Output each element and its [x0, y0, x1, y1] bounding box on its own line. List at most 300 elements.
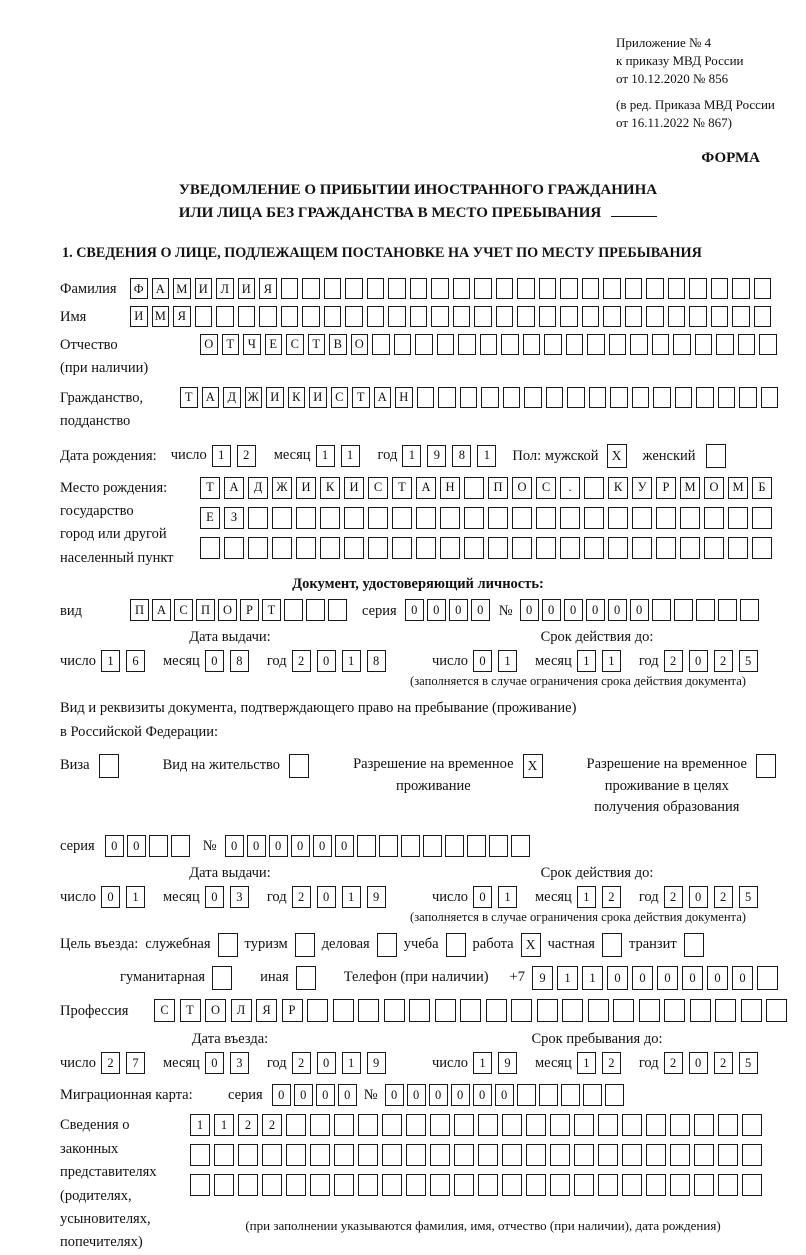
char-cell[interactable]: 0	[564, 599, 583, 621]
char-cell[interactable]: 1	[498, 886, 517, 908]
char-cell[interactable]: Ж	[272, 477, 292, 499]
char-cell[interactable]: 0	[630, 599, 649, 621]
date-year-cells[interactable]	[664, 650, 764, 672]
char-cell[interactable]	[756, 754, 776, 778]
char-cell[interactable]	[622, 1174, 642, 1196]
char-cell[interactable]	[212, 966, 232, 990]
char-cell[interactable]	[694, 1114, 714, 1136]
char-cell[interactable]	[214, 1144, 234, 1166]
char-cell[interactable]: 0	[317, 650, 336, 672]
char-cell[interactable]	[598, 1174, 618, 1196]
char-cell[interactable]	[536, 507, 556, 529]
phone-cells[interactable]	[532, 966, 782, 990]
char-cell[interactable]: Я	[173, 306, 191, 327]
char-cell[interactable]	[416, 507, 436, 529]
char-cell[interactable]	[454, 1144, 474, 1166]
char-cell[interactable]	[286, 1114, 306, 1136]
char-cell[interactable]	[632, 537, 652, 559]
date-day-cells[interactable]	[212, 445, 262, 467]
char-cell[interactable]	[320, 507, 340, 529]
char-cell[interactable]: 1	[582, 966, 603, 990]
char-cell[interactable]	[728, 507, 748, 529]
char-cell[interactable]	[524, 387, 542, 408]
char-cell[interactable]	[632, 507, 652, 529]
char-cell[interactable]	[740, 599, 759, 621]
char-cell[interactable]	[382, 1174, 402, 1196]
char-cell[interactable]	[238, 1144, 258, 1166]
char-cell[interactable]: 0	[405, 599, 424, 621]
char-cell[interactable]: 9	[532, 966, 553, 990]
char-cell[interactable]	[248, 507, 268, 529]
char-cell[interactable]	[190, 1144, 210, 1166]
char-cell[interactable]	[754, 278, 772, 299]
char-cell[interactable]: 5	[739, 1052, 758, 1074]
char-cell[interactable]	[503, 387, 521, 408]
char-cell[interactable]: О	[351, 334, 369, 355]
char-cell[interactable]	[684, 933, 704, 957]
char-cell[interactable]: 0	[471, 599, 490, 621]
char-cell[interactable]	[481, 387, 499, 408]
char-cell[interactable]: Е	[200, 507, 220, 529]
char-cell[interactable]: 0	[316, 1084, 335, 1106]
char-cell[interactable]	[334, 1114, 354, 1136]
char-cell[interactable]: 1	[498, 650, 517, 672]
char-cell[interactable]	[310, 1114, 330, 1136]
char-cell[interactable]	[539, 306, 557, 327]
migration-card-series-cells[interactable]	[272, 1084, 360, 1106]
char-cell[interactable]	[358, 999, 379, 1022]
char-cell[interactable]: 0	[689, 650, 708, 672]
date-year-cells[interactable]	[292, 886, 392, 908]
char-cell[interactable]	[689, 306, 707, 327]
char-cell[interactable]: 0	[291, 835, 310, 857]
char-cell[interactable]: С	[174, 599, 193, 621]
char-cell[interactable]	[567, 387, 585, 408]
char-cell[interactable]	[281, 278, 299, 299]
char-cell[interactable]	[656, 507, 676, 529]
char-cell[interactable]: 2	[262, 1114, 282, 1136]
char-cell[interactable]	[496, 306, 514, 327]
date-day-cells[interactable]	[473, 1052, 523, 1074]
char-cell[interactable]	[328, 599, 347, 621]
char-cell[interactable]: 0	[385, 1084, 404, 1106]
char-cell[interactable]	[394, 334, 412, 355]
char-cell[interactable]	[512, 537, 532, 559]
identity-expiry-date-group[interactable]	[432, 650, 764, 672]
char-cell[interactable]: 1	[190, 1114, 210, 1136]
char-cell[interactable]	[358, 1144, 378, 1166]
char-cell[interactable]	[583, 1084, 602, 1106]
char-cell[interactable]: 2	[237, 445, 256, 467]
char-cell[interactable]	[453, 278, 471, 299]
char-cell[interactable]: С	[536, 477, 556, 499]
char-cell[interactable]: Т	[308, 334, 326, 355]
char-cell[interactable]	[560, 278, 578, 299]
char-cell[interactable]: А	[152, 599, 171, 621]
char-cell[interactable]	[574, 1144, 594, 1166]
char-cell[interactable]	[438, 387, 456, 408]
char-cell[interactable]	[440, 507, 460, 529]
char-cell[interactable]: 1	[557, 966, 578, 990]
char-cell[interactable]	[460, 999, 481, 1022]
char-cell[interactable]	[694, 1174, 714, 1196]
char-cell[interactable]: 1	[477, 445, 496, 467]
representatives-row3-cells[interactable]	[190, 1174, 766, 1196]
char-cell[interactable]: М	[680, 477, 700, 499]
char-cell[interactable]	[561, 1084, 580, 1106]
char-cell[interactable]	[478, 1114, 498, 1136]
char-cell[interactable]	[502, 1144, 522, 1166]
char-cell[interactable]: И	[344, 477, 364, 499]
char-cell[interactable]: 0	[682, 966, 703, 990]
char-cell[interactable]	[409, 999, 430, 1022]
identity-doc-number-cells[interactable]	[520, 599, 762, 621]
char-cell[interactable]	[653, 387, 671, 408]
char-cell[interactable]	[608, 507, 628, 529]
char-cell[interactable]	[696, 387, 714, 408]
char-cell[interactable]	[550, 1114, 570, 1136]
char-cell[interactable]: Т	[222, 334, 240, 355]
char-cell[interactable]	[742, 1114, 762, 1136]
char-cell[interactable]: 0	[205, 1052, 224, 1074]
char-cell[interactable]: Т	[200, 477, 220, 499]
char-cell[interactable]	[190, 1174, 210, 1196]
char-cell[interactable]	[488, 507, 508, 529]
char-cell[interactable]: С	[154, 999, 175, 1022]
char-cell[interactable]	[587, 334, 605, 355]
char-cell[interactable]	[550, 1144, 570, 1166]
char-cell[interactable]	[272, 537, 292, 559]
char-cell[interactable]	[431, 306, 449, 327]
char-cell[interactable]: 0	[335, 835, 354, 857]
char-cell[interactable]: 1	[577, 1052, 596, 1074]
char-cell[interactable]: 1	[341, 445, 360, 467]
char-cell[interactable]	[379, 835, 398, 857]
char-cell[interactable]	[367, 306, 385, 327]
char-cell[interactable]	[445, 835, 464, 857]
representatives-row1-cells[interactable]	[190, 1114, 766, 1136]
char-cell[interactable]: 2	[101, 1052, 120, 1074]
char-cell[interactable]: К	[608, 477, 628, 499]
char-cell[interactable]	[739, 387, 757, 408]
char-cell[interactable]	[622, 1144, 642, 1166]
char-cell[interactable]: 2	[664, 886, 683, 908]
char-cell[interactable]	[501, 334, 519, 355]
char-cell[interactable]: 0	[542, 599, 561, 621]
char-cell[interactable]: 0	[586, 599, 605, 621]
char-cell[interactable]	[478, 1144, 498, 1166]
char-cell[interactable]	[742, 1174, 762, 1196]
char-cell[interactable]: Е	[265, 334, 283, 355]
char-cell[interactable]: 0	[427, 599, 446, 621]
char-cell[interactable]: 0	[473, 650, 492, 672]
char-cell[interactable]	[344, 507, 364, 529]
char-cell[interactable]: И	[296, 477, 316, 499]
char-cell[interactable]	[630, 334, 648, 355]
char-cell[interactable]	[696, 599, 715, 621]
char-cell[interactable]: П	[196, 599, 215, 621]
char-cell[interactable]: 2	[602, 886, 621, 908]
char-cell[interactable]: 0	[407, 1084, 426, 1106]
char-cell[interactable]: 9	[498, 1052, 517, 1074]
char-cell[interactable]	[566, 334, 584, 355]
char-cell[interactable]	[609, 334, 627, 355]
char-cell[interactable]: Н	[440, 477, 460, 499]
char-cell[interactable]: Т	[180, 999, 201, 1022]
char-cell[interactable]: 0	[269, 835, 288, 857]
char-cell[interactable]	[625, 306, 643, 327]
char-cell[interactable]: Б	[752, 477, 772, 499]
char-cell[interactable]	[416, 537, 436, 559]
char-cell[interactable]	[673, 334, 691, 355]
char-cell[interactable]	[652, 334, 670, 355]
char-cell[interactable]	[458, 334, 476, 355]
char-cell[interactable]: И	[266, 387, 284, 408]
char-cell[interactable]	[464, 477, 484, 499]
char-cell[interactable]	[550, 1174, 570, 1196]
char-cell[interactable]	[668, 306, 686, 327]
char-cell[interactable]	[695, 334, 713, 355]
birth-date-group[interactable]	[171, 445, 503, 467]
char-cell[interactable]	[430, 1174, 450, 1196]
char-cell[interactable]: З	[224, 507, 244, 529]
char-cell[interactable]	[656, 537, 676, 559]
char-cell[interactable]	[368, 537, 388, 559]
char-cell[interactable]	[754, 306, 772, 327]
char-cell[interactable]	[388, 306, 406, 327]
date-month-cells[interactable]	[577, 1052, 627, 1074]
date-day-cells[interactable]	[473, 886, 523, 908]
char-cell[interactable]: 0	[732, 966, 753, 990]
char-cell[interactable]: 9	[427, 445, 446, 467]
char-cell[interactable]: Т	[392, 477, 412, 499]
char-cell[interactable]	[392, 537, 412, 559]
char-cell[interactable]: И	[309, 387, 327, 408]
char-cell[interactable]	[382, 1114, 402, 1136]
char-cell[interactable]: 0	[429, 1084, 448, 1106]
char-cell[interactable]	[248, 537, 268, 559]
edu-residence-permit-checkbox[interactable]	[756, 754, 776, 778]
char-cell[interactable]: С	[286, 334, 304, 355]
char-cell[interactable]: М	[728, 477, 748, 499]
char-cell[interactable]	[664, 999, 685, 1022]
date-day-cells[interactable]	[473, 650, 523, 672]
char-cell[interactable]: А	[202, 387, 220, 408]
char-cell[interactable]	[732, 278, 750, 299]
date-day-cells[interactable]	[101, 1052, 151, 1074]
char-cell[interactable]	[588, 999, 609, 1022]
char-cell[interactable]	[718, 387, 736, 408]
char-cell[interactable]: 0	[449, 599, 468, 621]
char-cell[interactable]: 0	[689, 886, 708, 908]
char-cell[interactable]	[670, 1114, 690, 1136]
residence-doc-number-cells[interactable]	[225, 835, 533, 857]
char-cell[interactable]: 0	[317, 1052, 336, 1074]
char-cell[interactable]: 5	[739, 886, 758, 908]
char-cell[interactable]: 0	[101, 886, 120, 908]
char-cell[interactable]: 0	[473, 1084, 492, 1106]
char-cell[interactable]	[752, 507, 772, 529]
purpose-work-checkbox[interactable]	[521, 933, 541, 957]
char-cell[interactable]: 1	[214, 1114, 234, 1136]
char-cell[interactable]	[446, 933, 466, 957]
char-cell[interactable]	[435, 999, 456, 1022]
char-cell[interactable]: 0	[495, 1084, 514, 1106]
char-cell[interactable]: А	[224, 477, 244, 499]
char-cell[interactable]: 0	[473, 886, 492, 908]
char-cell[interactable]	[372, 334, 390, 355]
char-cell[interactable]	[453, 306, 471, 327]
char-cell[interactable]: 1	[473, 1052, 492, 1074]
char-cell[interactable]	[307, 999, 328, 1022]
char-cell[interactable]	[512, 507, 532, 529]
char-cell[interactable]	[460, 387, 478, 408]
char-cell[interactable]	[334, 1144, 354, 1166]
char-cell[interactable]	[670, 1174, 690, 1196]
char-cell[interactable]: 8	[452, 445, 471, 467]
date-month-cells[interactable]	[205, 886, 255, 908]
char-cell[interactable]: 3	[230, 1052, 249, 1074]
char-cell[interactable]	[711, 306, 729, 327]
char-cell[interactable]	[296, 966, 316, 990]
char-cell[interactable]	[406, 1114, 426, 1136]
citizenship-cells[interactable]	[180, 387, 782, 408]
char-cell[interactable]	[742, 1144, 762, 1166]
sex-male-checkbox[interactable]	[607, 444, 627, 468]
char-cell[interactable]	[467, 835, 486, 857]
char-cell[interactable]	[259, 306, 277, 327]
char-cell[interactable]: 1	[342, 886, 361, 908]
residence-doc-series-cells[interactable]	[105, 835, 193, 857]
char-cell[interactable]	[610, 387, 628, 408]
char-cell[interactable]: 8	[230, 650, 249, 672]
date-year-cells[interactable]	[292, 650, 392, 672]
char-cell[interactable]	[689, 278, 707, 299]
char-cell[interactable]: Л	[216, 278, 234, 299]
date-year-cells[interactable]	[402, 445, 502, 467]
char-cell[interactable]: 0	[272, 1084, 291, 1106]
birth-place-row2-cells[interactable]	[200, 507, 776, 529]
char-cell[interactable]	[608, 537, 628, 559]
char-cell[interactable]	[388, 278, 406, 299]
date-month-cells[interactable]	[577, 886, 627, 908]
char-cell[interactable]	[406, 1174, 426, 1196]
char-cell[interactable]	[674, 599, 693, 621]
char-cell[interactable]	[646, 306, 664, 327]
char-cell[interactable]: 2	[238, 1114, 258, 1136]
char-cell[interactable]	[718, 1174, 738, 1196]
char-cell[interactable]	[622, 1114, 642, 1136]
char-cell[interactable]: X	[521, 933, 541, 957]
char-cell[interactable]: А	[416, 477, 436, 499]
char-cell[interactable]: И	[238, 278, 256, 299]
stay-until-date-group[interactable]	[432, 1052, 764, 1074]
char-cell[interactable]	[718, 1114, 738, 1136]
char-cell[interactable]	[625, 278, 643, 299]
char-cell[interactable]: 0	[608, 599, 627, 621]
char-cell[interactable]	[272, 507, 292, 529]
char-cell[interactable]	[632, 387, 650, 408]
char-cell[interactable]	[464, 537, 484, 559]
char-cell[interactable]: 1	[126, 886, 145, 908]
char-cell[interactable]	[646, 1114, 666, 1136]
char-cell[interactable]	[574, 1114, 594, 1136]
char-cell[interactable]	[306, 599, 325, 621]
residence-expiry-date-group[interactable]	[432, 886, 764, 908]
char-cell[interactable]: 1	[402, 445, 421, 467]
char-cell[interactable]	[368, 507, 388, 529]
char-cell[interactable]: 2	[714, 650, 733, 672]
char-cell[interactable]	[149, 835, 168, 857]
identity-issue-date-group[interactable]	[60, 650, 392, 672]
char-cell[interactable]: 0	[520, 599, 539, 621]
char-cell[interactable]	[99, 754, 119, 778]
char-cell[interactable]	[415, 334, 433, 355]
char-cell[interactable]	[589, 387, 607, 408]
char-cell[interactable]	[478, 1174, 498, 1196]
char-cell[interactable]	[526, 1174, 546, 1196]
char-cell[interactable]	[584, 537, 604, 559]
date-day-cells[interactable]	[101, 650, 151, 672]
purpose-commercial-checkbox[interactable]	[377, 933, 397, 957]
patronymic-cells[interactable]	[200, 334, 781, 355]
profession-cells[interactable]	[154, 999, 792, 1022]
char-cell[interactable]	[392, 507, 412, 529]
char-cell[interactable]	[711, 278, 729, 299]
char-cell[interactable]: К	[288, 387, 306, 408]
char-cell[interactable]	[728, 537, 748, 559]
char-cell[interactable]	[358, 1174, 378, 1196]
char-cell[interactable]: У	[632, 477, 652, 499]
identity-doc-kind-cells[interactable]	[130, 599, 350, 621]
char-cell[interactable]	[704, 537, 724, 559]
char-cell[interactable]	[605, 1084, 624, 1106]
char-cell[interactable]: П	[130, 599, 149, 621]
migration-card-number-cells[interactable]	[385, 1084, 627, 1106]
char-cell[interactable]	[560, 306, 578, 327]
char-cell[interactable]	[560, 537, 580, 559]
char-cell[interactable]: О	[512, 477, 532, 499]
char-cell[interactable]: Ф	[130, 278, 148, 299]
char-cell[interactable]	[333, 999, 354, 1022]
char-cell[interactable]: 7	[126, 1052, 145, 1074]
char-cell[interactable]	[324, 278, 342, 299]
residence-issue-date-group[interactable]	[60, 886, 392, 908]
char-cell[interactable]	[741, 999, 762, 1022]
char-cell[interactable]	[496, 278, 514, 299]
char-cell[interactable]: 8	[367, 650, 386, 672]
char-cell[interactable]: 2	[664, 1052, 683, 1074]
char-cell[interactable]	[560, 507, 580, 529]
char-cell[interactable]: Ж	[245, 387, 263, 408]
char-cell[interactable]	[603, 278, 621, 299]
char-cell[interactable]	[238, 1174, 258, 1196]
char-cell[interactable]: Л	[231, 999, 252, 1022]
char-cell[interactable]	[310, 1144, 330, 1166]
char-cell[interactable]: 3	[230, 886, 249, 908]
date-month-cells[interactable]	[316, 445, 366, 467]
purpose-study-checkbox[interactable]	[446, 933, 466, 957]
char-cell[interactable]	[690, 999, 711, 1022]
residence-permit-checkbox[interactable]	[289, 754, 309, 778]
char-cell[interactable]: Т	[352, 387, 370, 408]
char-cell[interactable]	[296, 537, 316, 559]
char-cell[interactable]	[675, 387, 693, 408]
char-cell[interactable]	[430, 1114, 450, 1136]
char-cell[interactable]: 1	[101, 650, 120, 672]
char-cell[interactable]	[454, 1174, 474, 1196]
char-cell[interactable]	[715, 999, 736, 1022]
